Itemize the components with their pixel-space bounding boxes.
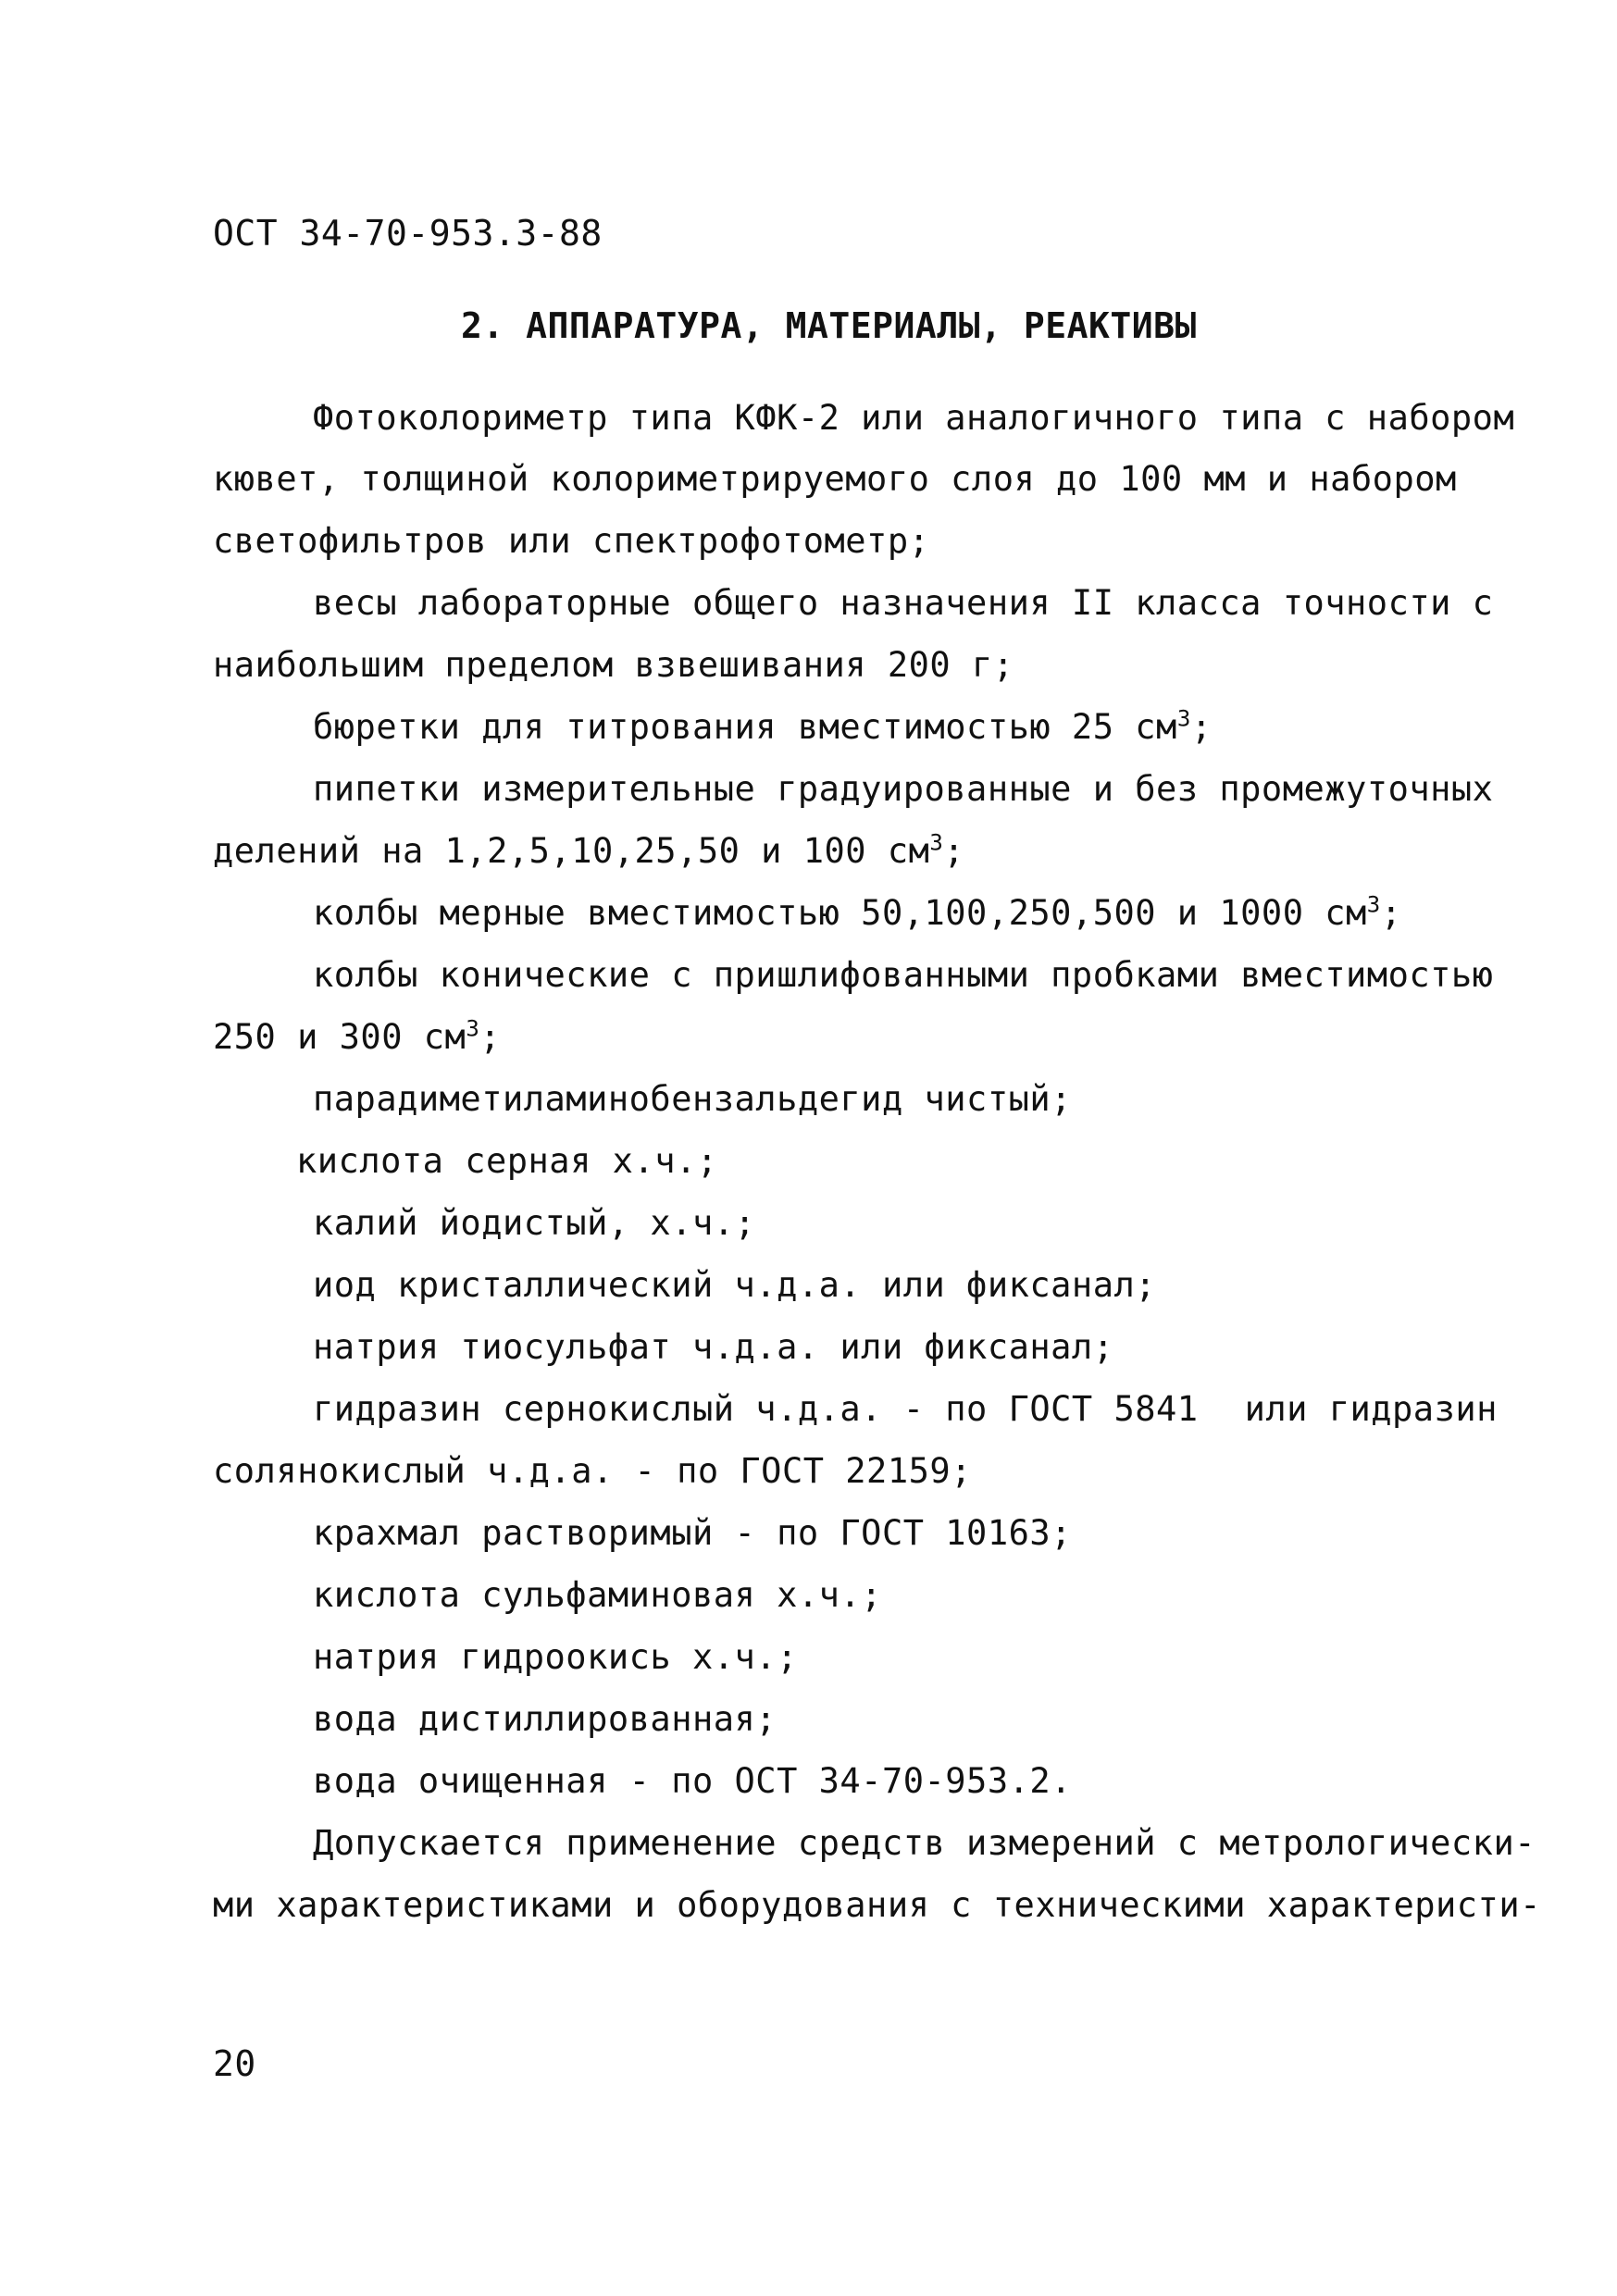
text-line-8 — [213, 829, 964, 874]
text-line-4: весы лабораторные общего назначения II класса точности с — [313, 583, 1494, 623]
text-line-15: иод кристаллический ч.д.а. или фиксанал; — [313, 1265, 1157, 1305]
superscript-3: 3 — [1366, 891, 1381, 918]
text-line-11-main: 250 и 300 см — [213, 1017, 466, 1057]
superscript-3: 3 — [929, 829, 944, 856]
text-line-17 — [313, 1387, 1498, 1432]
text-line-20: кислота сульфаминовая х.ч.; — [313, 1575, 882, 1615]
text-line-8-tail: ; — [943, 831, 965, 871]
text-line-9-tail: ; — [1380, 893, 1402, 933]
superscript-3: 3 — [1176, 705, 1191, 732]
text-line-13: кислота серная х.ч.; — [296, 1141, 718, 1181]
text-line-9-main: колбы мерные вместимостью 50,100,250,500 и 1000 см — [313, 893, 1367, 933]
text-line-25: ми характеристиками и оборудования с техническими характеристи- — [213, 1885, 1541, 1925]
text-line-19: крахмал растворимый - по ГОСТ 10163; — [313, 1513, 1072, 1553]
text-line-2: кювет, толщиной колориметрируемого слоя до 100 мм и набором — [213, 459, 1457, 499]
text-line-7: пипетки измерительные градуированные и без промежуточных — [313, 769, 1494, 809]
text-line-3: светофильтров или спектрофотометр; — [213, 521, 930, 561]
text-line-12: парадиметиламинобензальдегид чистый; — [313, 1079, 1072, 1119]
text-line-18: солянокислый ч.д.а. - по ГОСТ 22159; — [213, 1451, 972, 1491]
text-line-17-part-2: или гидразин — [1244, 1389, 1498, 1429]
text-line-11-tail: ; — [479, 1017, 502, 1057]
text-line-24: Допускается применение средств измерений с метрологически- — [313, 1823, 1536, 1863]
section-title: 2. АППАРАТУРА, МАТЕРИАЛЫ, РЕАКТИВЫ — [461, 305, 1197, 346]
text-line-6-main: бюретки для титрования вместимостью 25 см — [313, 707, 1177, 747]
page-number: 20 — [213, 2043, 256, 2084]
text-line-23: вода очищенная - по ОСТ 34-70-953.2. — [313, 1761, 1072, 1801]
text-line-9 — [313, 891, 1402, 936]
text-line-8-main: делений на 1,2,5,10,25,50 и 100 см — [213, 831, 930, 871]
text-line-16: натрия тиосульфат ч.д.а. или фиксанал; — [313, 1327, 1114, 1367]
text-line-21: натрия гидроокись х.ч.; — [313, 1637, 798, 1677]
text-line-22: вода дистиллированная; — [313, 1699, 777, 1739]
text-line-6 — [313, 705, 1213, 750]
text-line-5: наибольшим пределом взвешивания 200 г; — [213, 645, 1014, 685]
text-line-11 — [213, 1015, 501, 1060]
text-line-10: колбы конические с пришлифованными пробками вместимостью — [313, 955, 1494, 995]
text-line-6-tail: ; — [1190, 707, 1213, 747]
superscript-3: 3 — [466, 1015, 480, 1042]
text-line-14: калий йодистый, х.ч.; — [313, 1203, 756, 1243]
text-line-17-part-1: гидразин сернокислый ч.д.а. - по ГОСТ 5841 — [313, 1389, 1199, 1429]
document-code-header: ОСТ 34-70-953.3-88 — [213, 213, 603, 254]
text-line-1: Фотоколориметр типа КФК-2 или аналогичного типа с набором — [313, 398, 1515, 438]
